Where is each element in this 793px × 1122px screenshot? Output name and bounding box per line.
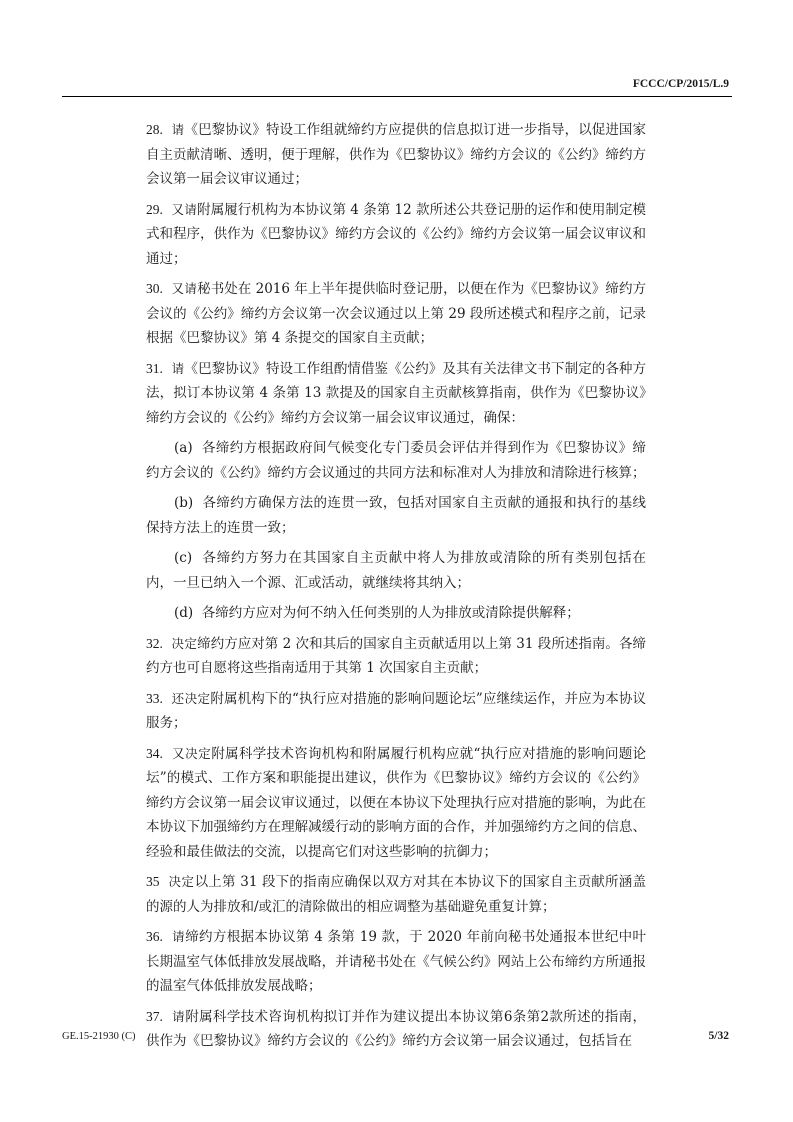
page-number: 5/32 — [708, 1030, 729, 1042]
paragraph-29: 29. 又请附属履行机构为本协议第 4 条第 12 款所述公共登记册的运作和使用制定模式和程序，供作为《巴黎协议》缔约方会议的《公约》缔约方会议第一届会议审议和通过； — [146, 201, 646, 267]
footer-doc-id: GE.15-21930 (C) — [62, 1031, 136, 1042]
paragraph-36: 36. 请缔约方根据本协议第 4 条第 19 款，于 2020 年前向秘书处通报本世纪中叶长期温室气体低排放发展战略，并请秘书处在《气候公约》网站上公布缔约方所通报的温室气体低排放发展战略； — [146, 929, 646, 994]
paragraph-30: 30. 又请秘书处在 2016 年上半年提供临时登记册，以便在作为《巴黎协议》缔约方会议的《公约》缔约方会议第一次会议通过以上第 29 段所述模式和程序之前，记录根据《巴黎协议》第 4 条提交的国家自主贡献； — [146, 281, 646, 346]
subparagraph-a: (a) 各缔约方根据政府间气候变化专门委员会评估并得到作为《巴黎协议》缔约方会议的《公约》缔约方会议通过的共同方法和标准对人为排放和清除进行核算； — [146, 440, 646, 481]
paragraph-33: 33. 还决定附属机构下的“执行应对措施的影响问题论坛”应继续运作，并应为本协议服务； — [146, 690, 646, 731]
paragraph-37: 37. 请附属科学技术咨询机构拟订并作为建议提出本协议第6条第2款所述的指南，供作为《巴黎协议》缔约方会议的《公约》缔约方会议第一届会议通过，包括旨在 — [146, 1008, 646, 1049]
document-code: FCCC/CP/2015/L.9 — [632, 78, 729, 90]
header-divider — [62, 96, 732, 97]
document-body — [146, 118, 646, 1060]
subparagraph-b: (b) 各缔约方确保方法的连贯一致，包括对国家自主贡献的通报和执行的基线保持方法上的连贯一致； — [146, 495, 646, 536]
paragraph-35: 35 决定以上第 31 段下的指南应确保以双方对其在本协议下的国家自主贡献所涵盖的源的人为排放和/或汇的清除做出的相应调整为基础避免重复计算； — [146, 874, 646, 915]
subparagraph-d: (d) 各缔约方应对为何不纳入任何类别的人为排放或清除提供解释； — [174, 605, 580, 621]
subparagraph-c: (c) 各缔约方努力在其国家自主贡献中将人为排放或清除的所有类别包括在内，一旦已纳入一个源、汇或活动，就继续将其纳入； — [146, 550, 646, 591]
paragraph-31: 31. 请《巴黎协议》特设工作组酌情借鉴《公约》及其有关法律文书下制定的各种方法，拟订本协议第 4 条第 13 款提及的国家自主贡献核算指南，供作为《巴黎协议》缔约方会议的《公约》缔约方会议第一届会议审议通过，确保： — [146, 360, 646, 426]
paragraph-28: 28. 请《巴黎协议》特设工作组就缔约方应提供的信息拟订进一步指导，以促进国家自主贡献清晰、透明，便于理解，供作为《巴黎协议》缔约方会议的《公约》缔约方会议第一届会议审议通过； — [146, 122, 646, 187]
paragraph-34: 34. 又决定附属科学技术咨询机构和附属履行机构应就“执行应对措施的影响问题论坛”的模式、工作方案和职能提出建议，供作为《巴黎协议》缔约方会议的《公约》缔约方会议第一届会议审议通过，以便在本协议下处理执行应对措施的影响，为此在本协议下加强缔约方在理解减缓行动的影响方面的合作，并加强缔约方之间的信息、经验和最佳做法的交流，以提高它们对这些影响的抗御力； — [146, 745, 646, 860]
paragraph-32: 32. 决定缔约方应对第 2 次和其后的国家自主贡献适用以上第 31 段所述指南。各缔约方也可自愿将这些指南适用于其第 1 次国家自主贡献； — [146, 635, 646, 676]
